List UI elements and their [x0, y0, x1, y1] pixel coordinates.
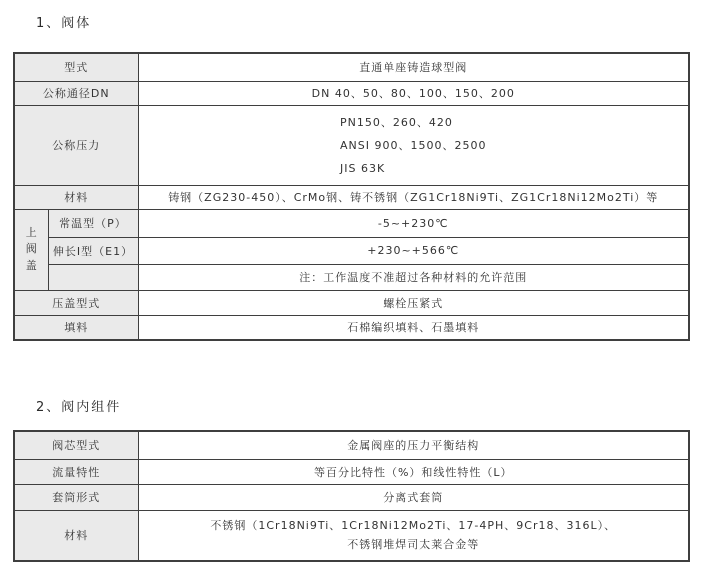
- row-plug-value: 金属阀座的压力平衡结构: [138, 431, 689, 459]
- trim-material-line-1: 不锈钢（1Cr18Ni9Ti、1Cr18Ni12Mo2Ti、17-4PH、9Cr18、316L）、: [210, 519, 617, 533]
- table-row: [14, 264, 689, 290]
- row-bonnet-note-value: 注：工作温度不准超过各种材料的允许范围: [138, 264, 689, 290]
- section2-title: 2、阀内组件: [36, 400, 122, 415]
- row-material-label: 材料: [14, 185, 138, 209]
- table-row: [14, 53, 689, 81]
- pressure-line-pn: PN150、260、420: [340, 115, 453, 129]
- row-gland-label: 压盖型式: [14, 290, 138, 315]
- row-cage-value: 分离式套筒: [138, 484, 689, 510]
- table-row: [14, 290, 689, 315]
- row-dn-label: 公称通径DN: [14, 81, 138, 105]
- row-flow-label: 流量特性: [14, 459, 138, 484]
- row-pressure-value: [138, 105, 689, 185]
- row-trim-material-label: 材料: [14, 510, 138, 561]
- row-packing-label: 填料: [14, 315, 138, 340]
- bonnet-vertical-label: 上阀盖: [25, 225, 37, 272]
- section1-title: 1、阀体: [36, 16, 92, 31]
- row-gland-value: 螺栓压紧式: [138, 290, 689, 315]
- pressure-line-ansi: ANSI 900、1500、2500: [340, 138, 487, 152]
- row-bonnet-extended-value: +230~+566℃: [138, 237, 689, 264]
- table-row: [14, 185, 689, 209]
- pressure-line-jis: JIS 63K: [340, 161, 386, 175]
- row-flow-value: 等百分比特性（%）和线性特性（L）: [138, 459, 689, 484]
- table-row: [14, 81, 689, 105]
- row-bonnet-normal-value: -5~+230℃: [138, 209, 689, 237]
- table-row: [14, 459, 689, 484]
- table-row: [14, 209, 689, 237]
- valve-body-spec-table: [13, 52, 690, 341]
- row-type-value: 直通单座铸造球型阀: [138, 53, 689, 81]
- table-row: [14, 105, 689, 185]
- row-plug-label: 阀芯型式: [14, 431, 138, 459]
- pressure-lines: [340, 111, 486, 180]
- valve-trim-spec-table: [13, 430, 690, 562]
- table-row: [14, 431, 689, 459]
- table-row: [14, 237, 689, 264]
- row-bonnet-group-label: [14, 209, 48, 290]
- table-row: [14, 315, 689, 340]
- table-row: [14, 510, 689, 561]
- row-bonnet-extended-label: 伸长Ⅰ型（E1）: [48, 237, 138, 264]
- row-cage-label: 套筒形式: [14, 484, 138, 510]
- row-bonnet-normal-label: 常温型（P）: [48, 209, 138, 237]
- row-packing-value: 石棉编织填料、石墨填料: [138, 315, 689, 340]
- row-pressure-label: 公称压力: [14, 105, 138, 185]
- row-trim-material-value: [138, 510, 689, 561]
- row-material-value: 铸钢（ZG230-450）、CrMo钢、铸不锈钢（ZG1Cr18Ni9Ti、ZG1Cr18Ni12Mo2Ti）等: [138, 185, 689, 209]
- row-dn-value: DN 40、50、80、100、150、200: [138, 81, 689, 105]
- row-bonnet-note-label: [48, 264, 138, 290]
- trim-material-line-2: 不锈钢堆焊司太莱合金等: [347, 538, 480, 552]
- row-type-label: 型式: [14, 53, 138, 81]
- table-row: [14, 484, 689, 510]
